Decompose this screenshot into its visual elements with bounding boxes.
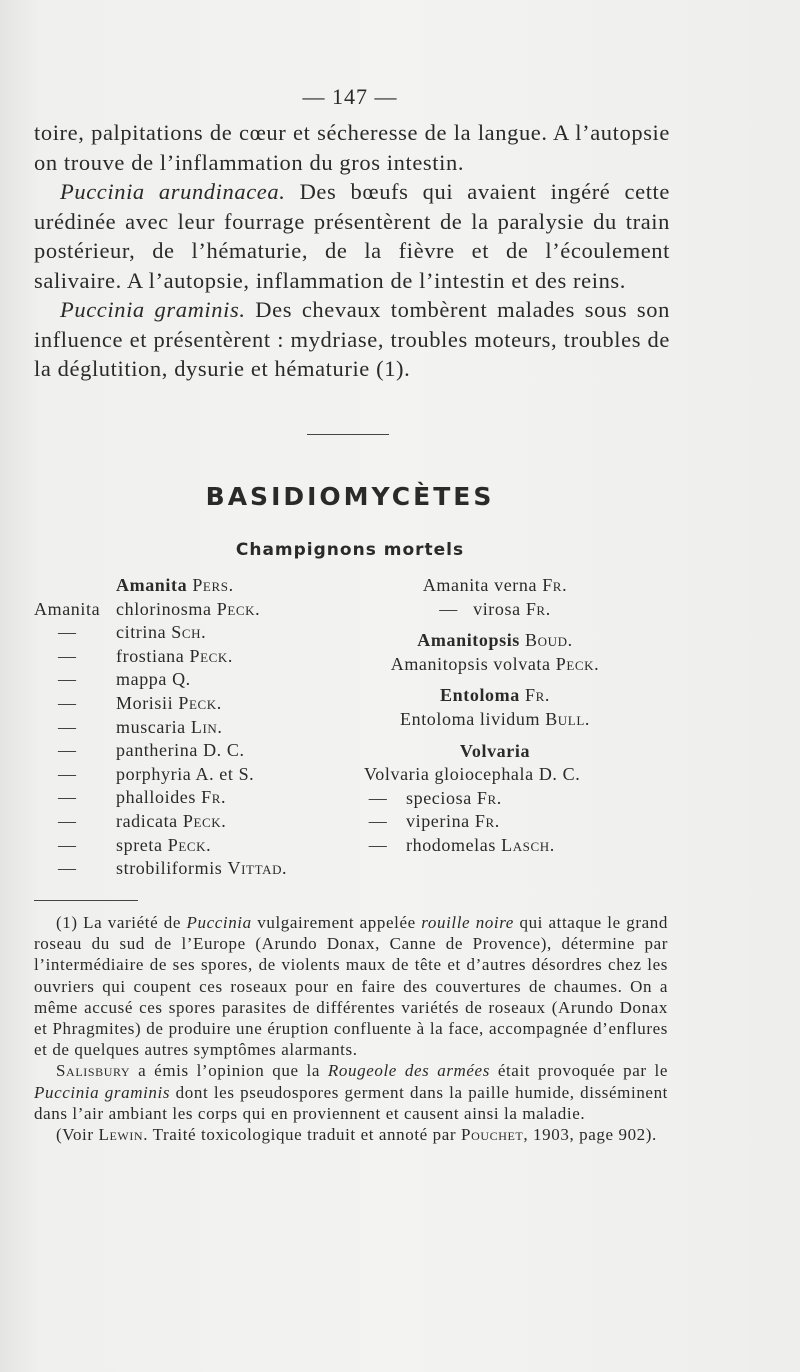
section-title: BASIDIOMYCÈTES xyxy=(205,482,495,511)
volvaria-heading: Volvaria xyxy=(459,740,531,761)
section-divider xyxy=(307,434,389,435)
list-item: — pantherina D. C. xyxy=(58,740,245,761)
entoloma-heading: Entoloma Fr. xyxy=(440,685,550,706)
species-name-graminis: Puccinia graminis. xyxy=(60,297,246,322)
paragraph-3 xyxy=(34,295,670,384)
species-name-arundinacea: Puccinia arundinacea. xyxy=(60,179,286,204)
list-item: — Morisii Peck. xyxy=(58,692,222,713)
list-item: — rhodomelas Lasch. xyxy=(368,834,555,855)
list-item: — spreta Peck. xyxy=(58,834,212,855)
list-item: — muscaria Lin. xyxy=(58,716,223,737)
body-text xyxy=(34,118,670,384)
list-item: Volvaria gloiocephala D. C. xyxy=(364,764,581,785)
list-item: Amanitopsis volvata Peck. xyxy=(390,653,600,674)
footnote-rule xyxy=(34,900,138,901)
amanita-heading: Amanita Pers. xyxy=(116,575,234,595)
right-species-list xyxy=(350,574,640,858)
list-item: — porphyria A. et S. xyxy=(58,763,255,784)
list-item: Entoloma lividum Bull. xyxy=(400,708,590,729)
list-item: — mappa Q. xyxy=(58,669,191,690)
list-item: — frostiana Peck. xyxy=(58,645,233,666)
list-item: — speciosa Fr. xyxy=(368,787,502,808)
list-item: — citrina Sch. xyxy=(58,622,207,643)
footnote xyxy=(34,912,668,1145)
footnote-paragraph-3: (Voir Lewin. Traité toxicologique traduit et annoté par Pouchet, 1903, page 902). xyxy=(56,1125,657,1145)
list-item: — viperina Fr. xyxy=(368,811,500,832)
list-item: — strobiliformis Vittad. xyxy=(58,858,288,879)
page-number: — 147 — xyxy=(302,84,398,109)
left-species-list xyxy=(34,574,344,881)
section-subtitle: Champignons mortels xyxy=(235,540,465,560)
list-item: — phalloides Fr. xyxy=(58,787,227,808)
list-item: Amanita verna Fr. xyxy=(422,575,568,595)
paragraph-1: toire, palpitations de cœur et sécheresse de la langue. A l’autopsie on trouve de l’inflammation du gros intestin. xyxy=(34,120,670,175)
footnote-paragraph-2: Salisbury a émis l’opinion que la Rougeole des armées était provoquée par le Puccinia graminis dont les pseudospores germent dans la paille humide, disséminent dans l’air ambiant les corps qui en proviennent et causent ainsi la maladie. xyxy=(34,1061,668,1123)
paragraph-3-text: Des chevaux tombèrent malades sous son influence et présentèrent : mydriase, troubles moteurs, troubles de la déglutition, dysurie et hématurie (1). xyxy=(34,297,670,381)
list-item: Amanita chlorinosma Peck. xyxy=(34,598,261,619)
list-item: — radicata Peck. xyxy=(58,810,227,831)
list-item: — virosa Fr. xyxy=(439,598,551,619)
paragraph-2 xyxy=(34,177,670,295)
footnote-paragraph-1: (1) La variété de Puccinia vulgairement appelée rouille noire qui attaque le grand roseau du sud de l’Europe (Arundo Donax, Canne de Provence), détermine par l’intermédiaire de ses spores, de violents maux de tête et d’autres désordres chez les ouvriers qui coupent ces roseaux pour en faire des couvertures de chaumes. On a même accusé ces spores parasites de différentes variétés de roseaux (Arundo Donax et Phragmites) de produire une éruption confluente à la face, accompagnée d’enflures et de quelques autres symptômes alarmants. xyxy=(34,913,668,1060)
amanitopsis-heading: Amanitopsis Boud. xyxy=(417,630,573,651)
paragraph-2-text: Des bœufs qui avaient ingéré cette urédinée avec leur fourrage présentèrent de la paralysie du train postérieur, de l’hématurie, de la fièvre et de l’écoulement salivaire. A l’autopsie, inflammation de l’intestin et des reins. xyxy=(34,179,670,293)
